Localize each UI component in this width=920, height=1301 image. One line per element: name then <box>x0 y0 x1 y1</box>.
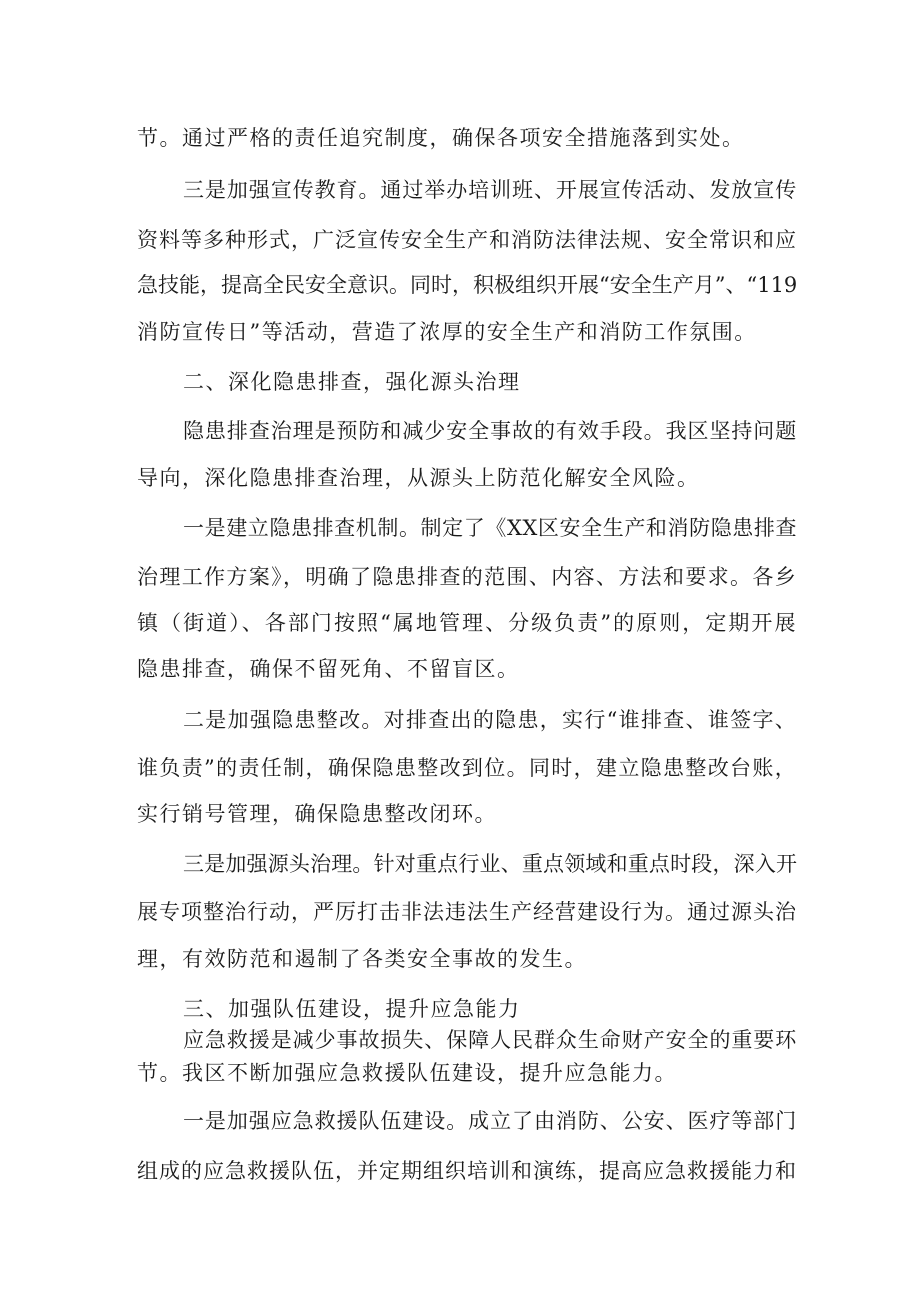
body-text-line: 节。通过严格的责任追究制度，确保各项安全措施落到实处。 <box>137 126 745 150</box>
body-text-line: 一是加强应急救援队伍建设。成立了由消防、公安、医疗等部门 <box>183 1109 797 1133</box>
body-text-line: 三是加强源头治理。针对重点行业、重点领域和重点时段，深入开 <box>183 852 797 876</box>
body-text-line: 二是加强隐患整改。对排查出的隐患，实行“谁排查、谁签字、 <box>183 708 797 732</box>
body-text-line: 三是加强宣传教育。通过举办培训班、开展宣传活动、发放宣传 <box>183 178 797 202</box>
body-text-line: 实行销号管理，确保隐患整改闭环。 <box>137 802 497 826</box>
body-text-line: 应急救援是减少事故损失、保障人民群众生命财产安全的重要环 <box>183 1028 797 1052</box>
body-text-line: 组成的应急救援队伍，并定期组织培训和演练，提高应急救援能力和 <box>137 1159 797 1183</box>
body-text-line: 资料等多种形式，广泛宣传安全生产和消防法律法规、安全常识和应 <box>137 228 797 252</box>
body-text-line: 导向，深化隐患排查治理，从源头上防范化解安全风险。 <box>137 466 700 490</box>
body-text-line: 镇（街道）、各部门按照“属地管理、分级负责”的原则，定期开展 <box>137 611 797 635</box>
body-text-line: 理，有效防范和遏制了各类安全事故的发生。 <box>137 947 587 971</box>
body-text-line: 谁负责”的责任制，确保隐患整改到位。同时，建立隐患整改台账， <box>137 756 797 780</box>
body-text-line: 隐患排查，确保不留死角、不留盲区。 <box>137 657 520 681</box>
body-text-line: 急技能，提高全民安全意识。同时，积极组织开展“安全生产月”、“119 <box>137 273 798 297</box>
body-text-line: 展专项整治行动，严厉打击非法违法生产经营建设行为。通过源头治 <box>137 900 797 924</box>
body-text-line: 隐患排查治理是预防和减少安全事故的有效手段。我区坚持问题 <box>183 419 797 443</box>
section-heading: 二、深化隐患排查，强化源头治理 <box>183 370 521 394</box>
body-text-line: 治理工作方案》，明确了隐患排查的范围、内容、方法和要求。各乡 <box>137 565 797 589</box>
body-text-line: 消防宣传日”等活动，营造了浓厚的安全生产和消防工作氛围。 <box>137 320 757 344</box>
section-heading: 三、加强队伍建设，提升应急能力 <box>183 997 521 1021</box>
body-text-line: 一是建立隐患排查机制。制定了《XX区安全生产和消防隐患排查 <box>183 516 797 540</box>
body-text-line: 节。我区不断加强应急救援队伍建设，提升应急能力。 <box>137 1061 677 1085</box>
